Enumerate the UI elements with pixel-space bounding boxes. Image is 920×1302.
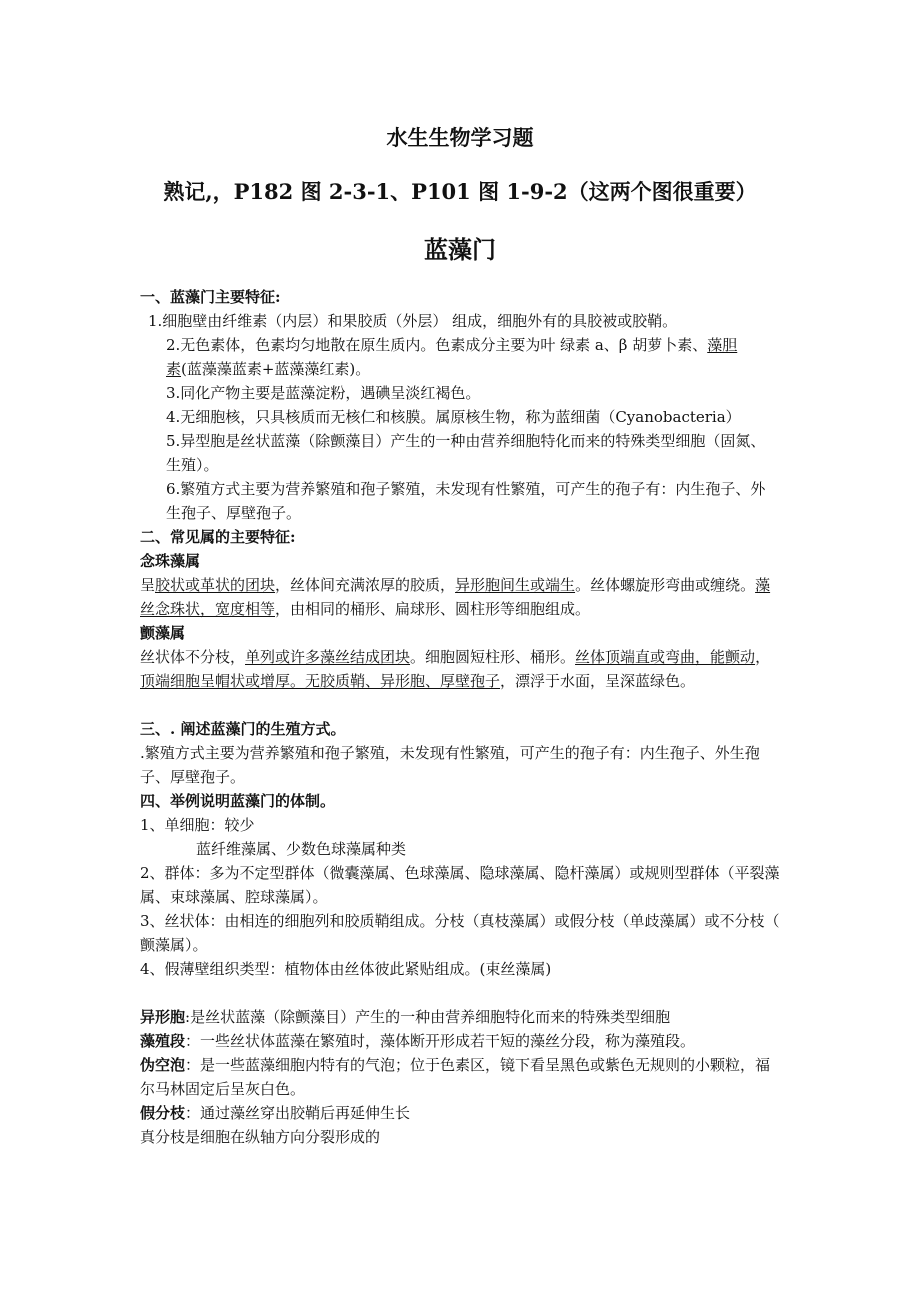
def-false-branch-term: 假分枝 [140,1104,186,1122]
s1-item-2-a: 2.无色素体，色素均匀地散在原生质内。色素成分主要为叶 绿素 a、β 胡萝卜素、 [166,336,708,354]
s1-item-6: 6.繁殖方式主要为营养繁殖和孢子繁殖，未发现有性繁殖，可产生的孢子有：内生孢子、外生孢子、厚壁孢子。 [166,480,766,522]
s1-item-2-b: (蓝藻藻蓝素+蓝藻藻红素)。 [181,360,371,378]
g1-d: ，由相同的桶形、扁球形、圆柱形等细胞组成。 [275,600,591,618]
g2-d: ，漂浮于水面，呈深蓝绿色。 [500,672,696,690]
g2-b: 。细胞圆短柱形、桶形。 [410,648,576,666]
g1-u2: 异形胞间生或端生 [455,576,576,594]
s4-item-4: 4、假薄壁组织类型：植物体由丝体彼此紧贴组成。(束丝藻属) [140,960,552,978]
def-pseudovacuole-text: ：是一些蓝藻细胞内特有的气泡；位于色素区，镜下看呈黑色或紫色无规则的小颗粒，福尔马林固定后呈灰白色。 [140,1056,771,1098]
def-heterocyst [140,1005,780,1029]
s1-item-4: 4.无细胞核，只具核质而无核仁和核膜。属原核生物，称为蓝细菌（Cyanobacteria） [166,408,741,426]
doc-title: 水生生物学习题 [386,125,534,150]
s4-heading: 四、举例说明蓝藻门的体制。 [140,792,336,810]
s2-heading: 二、常见属的主要特征: [140,528,296,546]
g2-u2: 丝体顶端直或弯曲，能颤动 [575,648,756,666]
def-heterocyst-text: :是丝状蓝藻（除颤藻目）产生的一种由营养细胞特化而来的特殊类型细胞 [185,1008,671,1026]
g2-u3: 顶端细胞呈帽状或增厚。无胶质鞘、异形胞、厚壁孢子 [140,672,501,690]
g1-u3: 藻丝念珠状，宽度相等 [140,576,771,618]
s1-item-2 [140,333,780,357]
g1-c: 。丝体螺旋形弯曲或缠绕。 [575,576,756,594]
def-pseudovacuole [140,1053,780,1101]
s1-item-1: 1.细胞壁由纤维素（内层）和果胶质（外层） 组成，细胞外有的具胶被或胶鞘。 [148,312,678,330]
spacer [140,693,780,717]
genus-nostoc-name: 念珠藻属 [140,552,201,570]
s1-heading: 一、蓝藻门主要特征: [140,288,281,306]
genus-nostoc-desc [140,573,780,621]
def-false-branch [140,1101,780,1125]
doc-subtitle: 熟记,，P182 图 2-3-1、P101 图 1-9-2（这两个图很重要） [163,179,757,204]
s1-item-3: 3.同化产物主要是蓝藻淀粉，遇碘呈淡红褐色。 [166,384,481,402]
spacer [140,981,780,1005]
def-true-branch: 真分枝是细胞在纵轴方向分裂形成的 [140,1128,381,1146]
s4-item-1: 1、单细胞：较少 [140,816,255,834]
s4-item-3: 3、丝状体：由相连的细胞列和胶质鞘组成。分枝（真枝藻属）或假分枝（单歧藻属）或不分枝（ 颤藻属）。 [140,912,780,954]
section-title: 蓝藻门 [424,235,496,264]
def-heterocyst-term: 异形胞 [140,1008,186,1026]
genus-oscillatoria-desc [140,645,780,693]
s4-item-1-examples: 蓝纤维藻属、少数色球藻属种类 [196,840,407,858]
def-hormogonium [140,1029,780,1053]
g1-u1: 胶状或革状的团块 [155,576,276,594]
g2-c: ， [755,648,771,666]
g2-a: 丝状体不分枝， [140,648,246,666]
s3-text: .繁殖方式主要为营养繁殖和孢子繁殖，未发现有性繁殖，可产生的孢子有：内生孢子、外生孢子、厚壁孢子。 [140,744,760,786]
def-false-branch-text: ：通过藻丝穿出胶鞘后再延伸生长 [185,1104,411,1122]
s1-item-2-u2: 素 [166,360,182,378]
s1-item-5: 5.异型胞是丝状蓝藻（除颤藻目）产生的一种由营养细胞特化而来的特殊类型细胞（固氮、生殖）。 [166,432,766,474]
s3-heading: 三、. 阐述蓝藻门的生殖方式。 [140,720,346,738]
def-hormogonium-term: 藻殖段 [140,1032,186,1050]
def-pseudovacuole-term: 伪空泡 [140,1056,186,1074]
g2-u1: 单列或许多藻丝结成团块 [245,648,411,666]
g1-a: 呈 [140,576,156,594]
s1-item-2-u1: 藻胆 [707,336,738,354]
def-hormogonium-text: ：一些丝状体蓝藻在繁殖时，藻体断开形成若干短的藻丝分段，称为藻殖段。 [185,1032,696,1050]
genus-oscillatoria-name: 颤藻属 [140,624,186,642]
s4-item-2: 2、群体：多为不定型群体（微囊藻属、色球藻属、隐球藻属、隐杆藻属）或规则型群体（平裂藻属、束球藻属、腔球藻属）。 [140,864,780,906]
g1-b: ，丝体间充满浓厚的胶质， [275,576,456,594]
s1-item-2-cont [140,357,780,381]
